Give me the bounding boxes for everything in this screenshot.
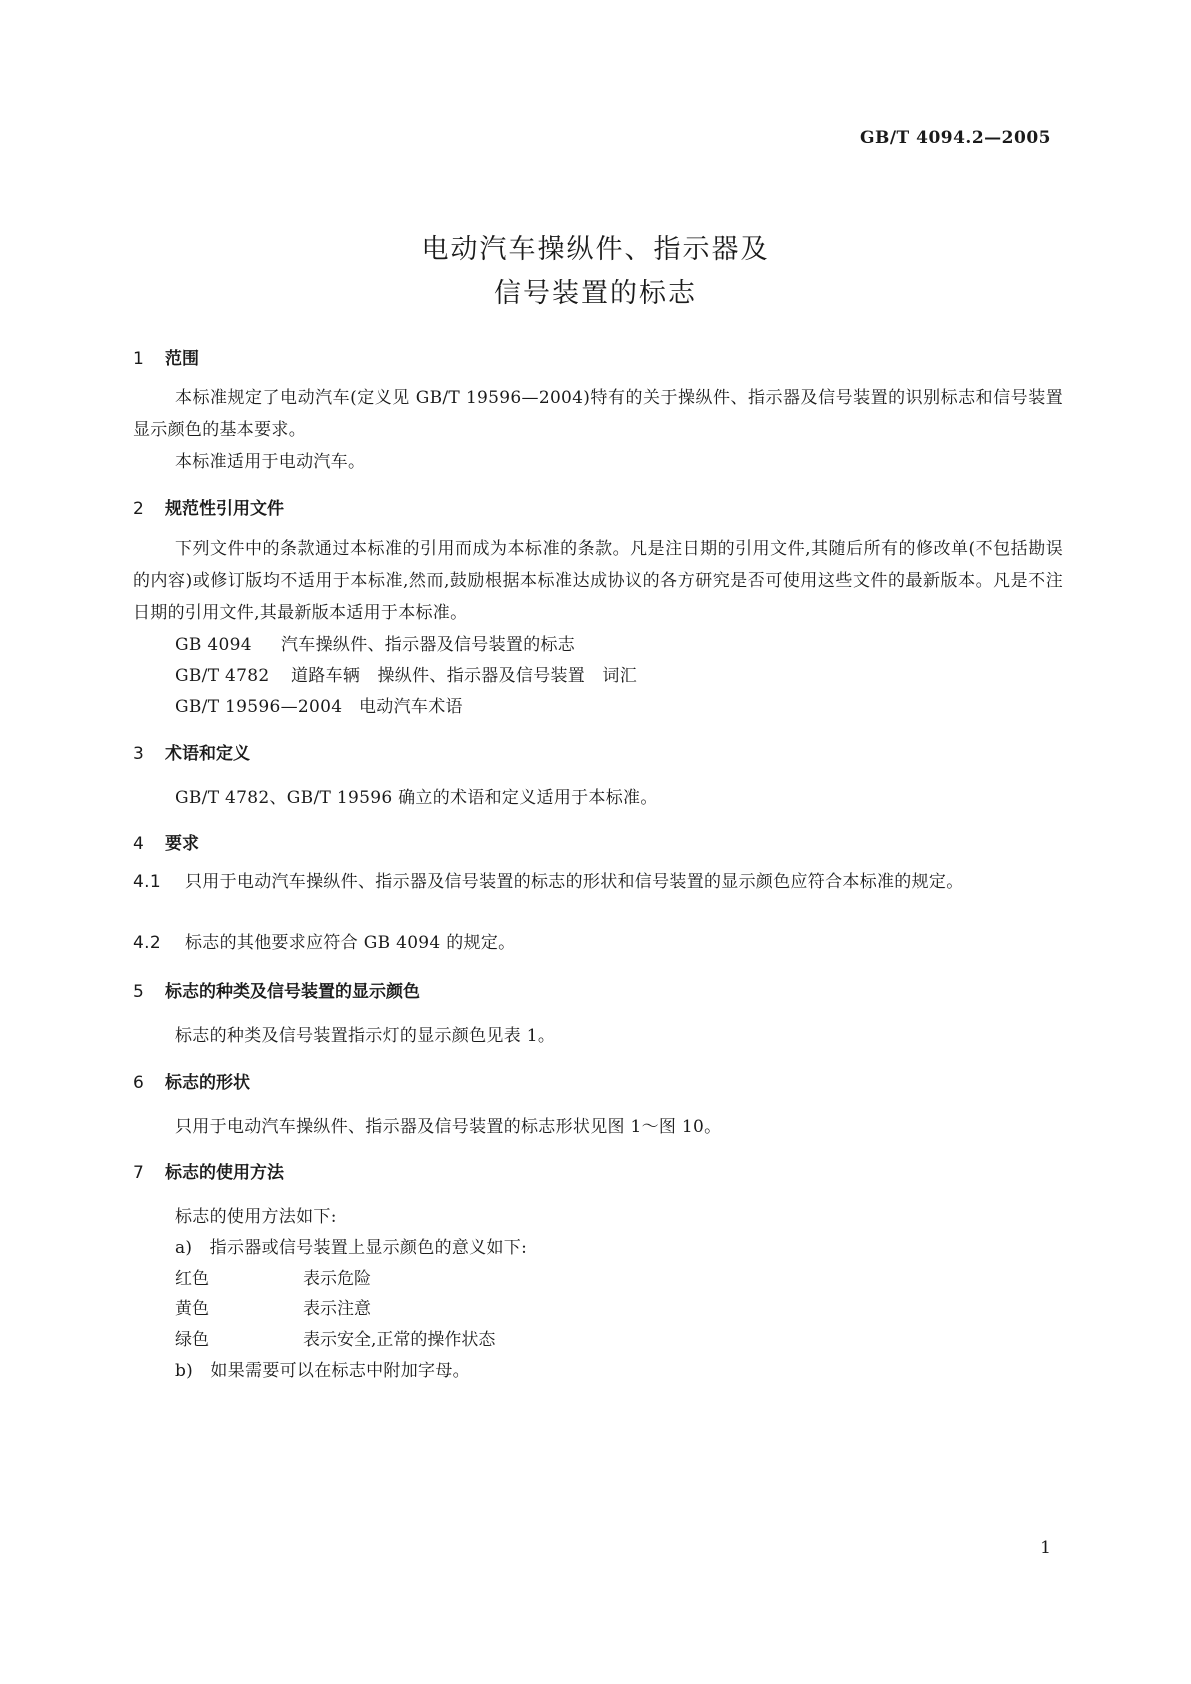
reference-item — [175, 661, 637, 686]
color-name: 绿色 — [175, 1330, 209, 1350]
section-title: 术语和定义 — [165, 744, 250, 764]
section-number: 7 — [133, 1163, 144, 1183]
clause-text: 标志的其他要求应符合 GB 4094 的规定。 — [185, 933, 516, 953]
section-6-heading — [133, 1068, 250, 1093]
section-3-heading — [133, 739, 250, 764]
color-meaning-row — [175, 1294, 371, 1319]
section-1-heading — [133, 344, 199, 369]
page-number: 1 — [1040, 1538, 1051, 1558]
color-meaning: 表示注意 — [303, 1299, 371, 1319]
reference-item — [175, 630, 575, 655]
section-number: 1 — [133, 349, 144, 369]
reference-code: GB/T 19596—2004 — [175, 697, 343, 717]
section-title: 标志的形状 — [165, 1073, 250, 1093]
clause-text: 只用于电动汽车操纵件、指示器及信号装置的标志的形状和信号装置的显示颜色应符合本标准的规定。 — [185, 872, 964, 892]
color-name: 黄色 — [175, 1299, 209, 1319]
clause-4-2 — [133, 927, 1063, 959]
section-number: 4 — [133, 834, 144, 854]
reference-title: 道路车辆 操纵件、指示器及信号装置 词汇 — [291, 666, 637, 686]
section-6-paragraph-1: 只用于电动汽车操纵件、指示器及信号装置的标志形状见图 1～图 10。 — [175, 1117, 722, 1137]
section-title: 标志的种类及信号装置的显示颜色 — [165, 982, 420, 1002]
document-title-line-1: 电动汽车操纵件、指示器及 — [421, 234, 770, 265]
document-title-line-2: 信号装置的标志 — [494, 278, 697, 309]
section-7-paragraph-1: 标志的使用方法如下: — [175, 1207, 337, 1227]
color-meaning: 表示安全,正常的操作状态 — [303, 1330, 496, 1350]
section-2-heading — [133, 494, 284, 519]
color-meaning-row — [175, 1264, 371, 1289]
section-number: 2 — [133, 499, 144, 519]
standard-code: GB/T 4094.2—2005 — [859, 128, 1051, 148]
reference-title: 电动汽车术语 — [359, 697, 463, 717]
section-3-paragraph-1: GB/T 4782、GB/T 19596 确立的术语和定义适用于本标准。 — [175, 788, 658, 808]
section-1-paragraph-1: 本标准规定了电动汽车(定义见 GB/T 19596—2004)特有的关于操纵件、指示器及信号装置的识别标志和信号装置显示颜色的基本要求。 — [133, 388, 1063, 440]
section-7-heading — [133, 1158, 284, 1183]
clause-4-1 — [133, 866, 1063, 898]
section-5-paragraph-1: 标志的种类及信号装置指示灯的显示颜色见表 1。 — [175, 1026, 556, 1046]
section-number: 6 — [133, 1073, 144, 1093]
section-number: 3 — [133, 744, 144, 764]
section-title: 标志的使用方法 — [165, 1163, 284, 1183]
reference-code: GB/T 4782 — [175, 666, 270, 686]
section-title: 规范性引用文件 — [165, 499, 284, 519]
section-title: 要求 — [165, 834, 199, 854]
section-5-heading — [133, 977, 420, 1002]
clause-number: 4.1 — [133, 872, 161, 892]
section-number: 5 — [133, 982, 144, 1002]
list-item-b: b) 如果需要可以在标志中附加字母。 — [175, 1361, 470, 1381]
clause-number: 4.2 — [133, 933, 161, 953]
section-1-paragraph-2: 本标准适用于电动汽车。 — [175, 452, 366, 472]
color-meaning: 表示危险 — [303, 1269, 371, 1289]
list-item-a: a) 指示器或信号装置上显示颜色的意义如下: — [175, 1238, 528, 1258]
reference-title: 汽车操纵件、指示器及信号装置的标志 — [281, 635, 576, 655]
section-title: 范围 — [165, 349, 199, 369]
reference-code: GB 4094 — [175, 635, 252, 655]
color-meaning-row — [175, 1325, 495, 1350]
color-name: 红色 — [175, 1269, 209, 1289]
section-2-paragraph-1: 下列文件中的条款通过本标准的引用而成为本标准的条款。凡是注日期的引用文件,其随后所有的修改单(不包括勘误的内容)或修订版均不适用于本标准,然而,鼓励根据本标准达成协议的各方研究是否可使用这些文件的最新版本。凡是不注日期的引用文件,其最新版本适用于本标准。 — [133, 539, 1063, 623]
reference-item — [175, 692, 463, 717]
section-4-heading — [133, 829, 199, 854]
